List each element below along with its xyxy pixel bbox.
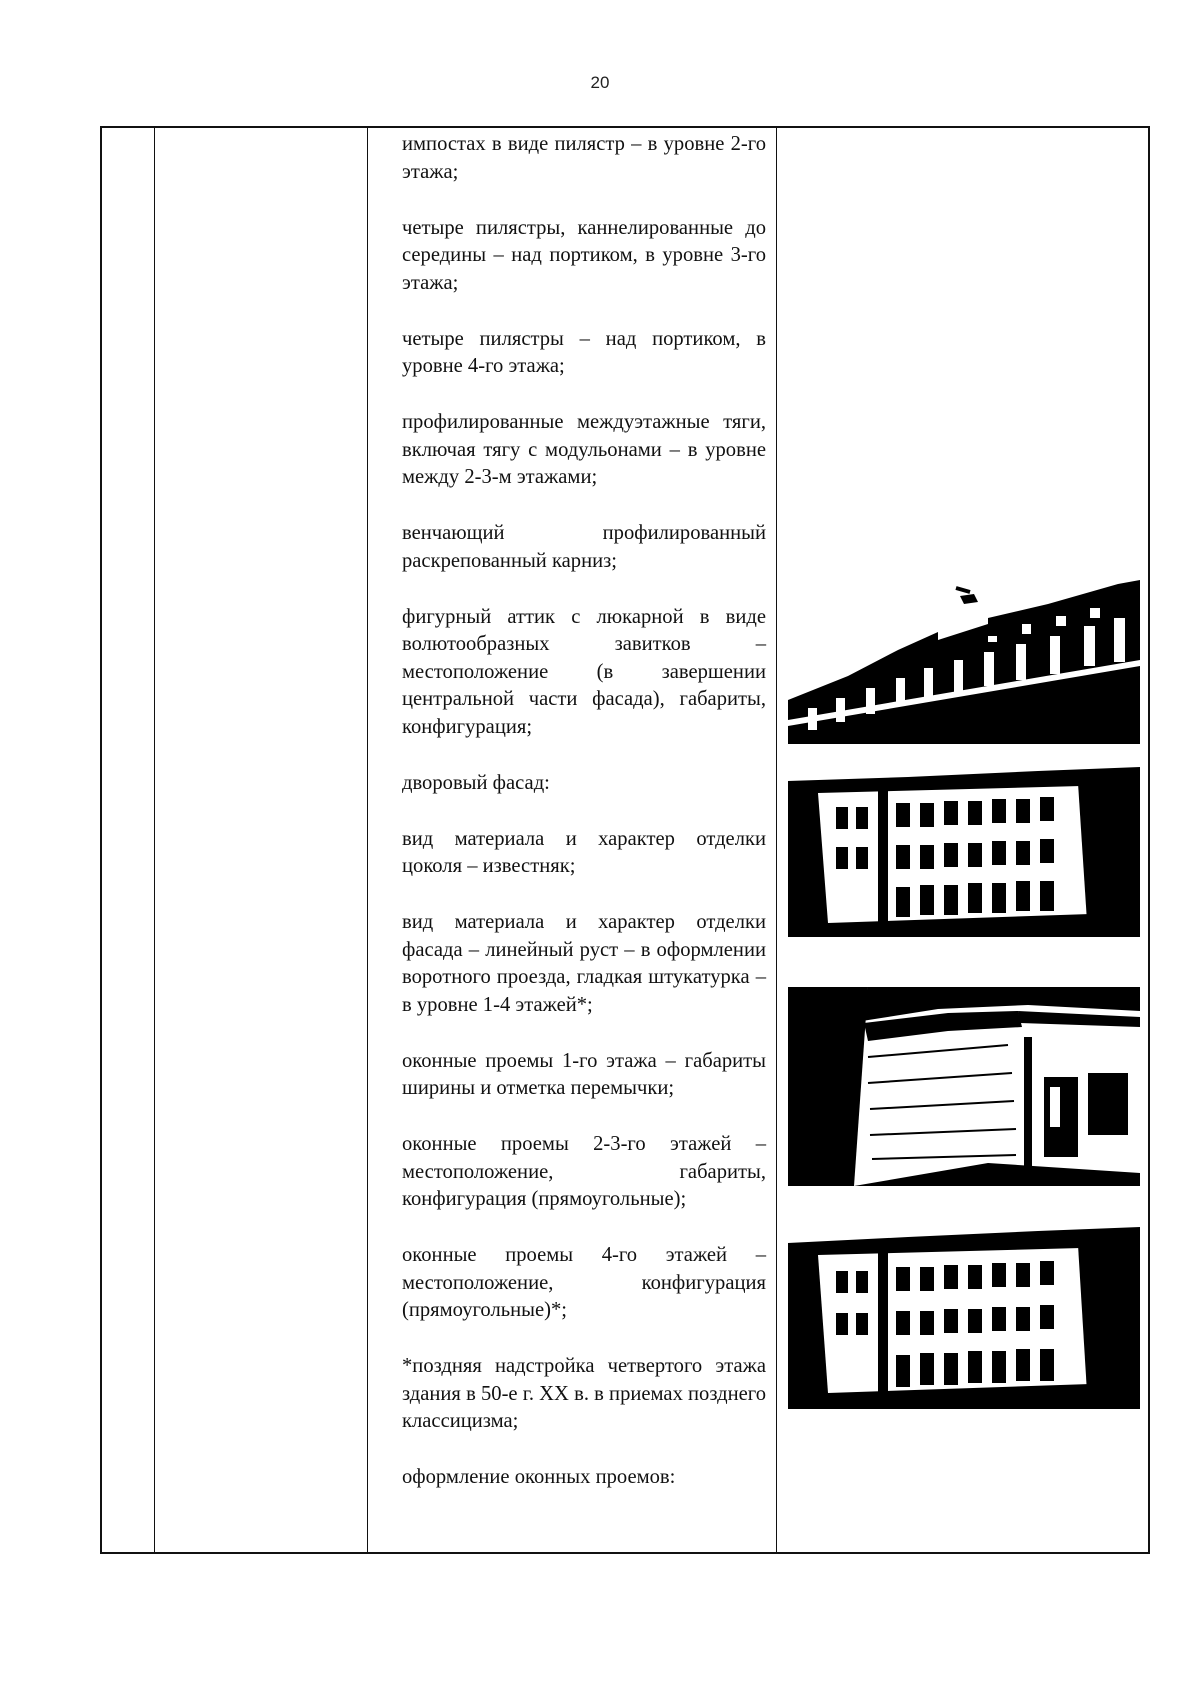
description-paragraph: импостах в виде пилястр – в уровне 2-го этажа;	[402, 133, 766, 183]
page-number: 20	[590, 73, 610, 92]
column-divider-2	[367, 128, 368, 1552]
column-divider-1	[154, 128, 155, 1552]
facade-attic-photo	[788, 580, 1140, 744]
description-paragraph: вид материала и характер отделки цоколя – известняк;	[402, 827, 766, 877]
column-divider-3	[776, 128, 777, 1552]
description-paragraph: дворовый фасад:	[402, 771, 550, 794]
gate-passage-corner-photo	[788, 987, 1140, 1186]
courtyard-facade-photo	[788, 763, 1140, 937]
description-paragraph: венчающий профилированный раскрепованный карниз;	[402, 522, 766, 572]
description-paragraph: четыре пилястры – над портиком, в уровне 4-го этажа;	[402, 327, 766, 377]
description-paragraph: оконные проемы 1-го этажа – габариты ширины и отметка перемычки;	[402, 1049, 766, 1099]
description-cell	[402, 128, 766, 1492]
description-paragraph: оконные проемы 2-3-го этажей – местоположение, габариты, конфигурация (прямоугольные);	[402, 1133, 766, 1210]
description-paragraph: четыре пилястры, каннелированные до середины – над портиком, в уровне 3-го этажа;	[402, 216, 766, 294]
protection-subject-table	[100, 126, 1150, 1554]
description-paragraph: оконные проемы 4-го этажей – местоположение, конфигурация (прямоугольные)*;	[402, 1244, 766, 1321]
description-paragraph: вид материала и характер отделки фасада – линейный руст – в оформлении воротного проезда, гладкая штукатурка – в уровне 1-4 этажей*;	[402, 911, 766, 1016]
courtyard-facade-photo-repeat	[788, 1223, 1140, 1409]
description-paragraph: профилированные междуэтажные тяги, включая тягу с модульонами – в уровне между 2-3-м этажами;	[402, 411, 766, 488]
description-paragraph: *поздняя надстройка четвертого этажа здания в 50-е г. XX в. в приемах позднего классицизма;	[402, 1355, 766, 1432]
description-paragraph: оформление оконных проемов:	[402, 1466, 676, 1488]
description-paragraph: фигурный аттик с люкарной в виде волютообразных завитков – местоположение (в завершении центральной части фасада), габариты, конфигурация;	[402, 605, 766, 738]
